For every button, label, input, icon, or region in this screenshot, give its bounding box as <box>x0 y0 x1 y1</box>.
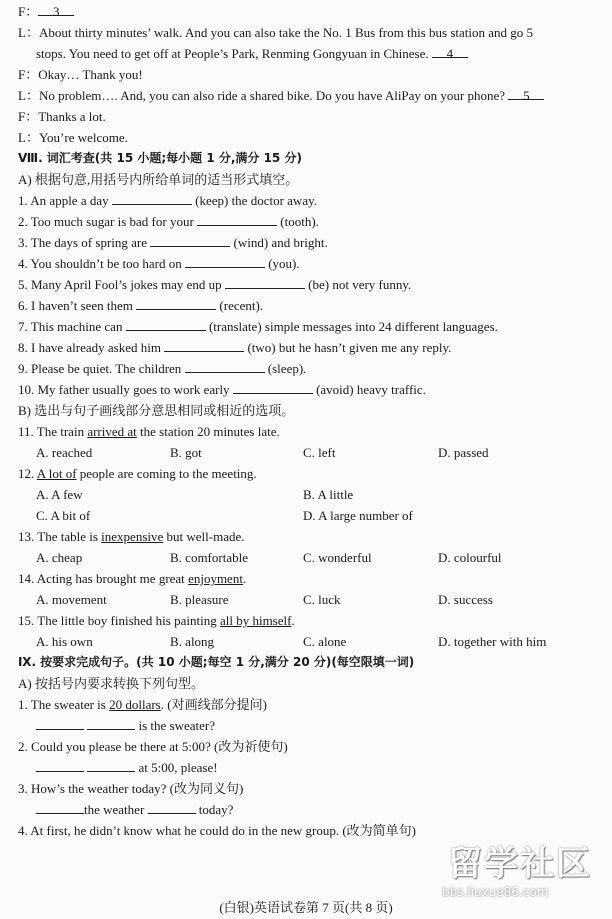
mc-question <box>18 463 257 484</box>
q-text: people are coming to the meeting. <box>76 466 257 481</box>
q-text: 1. The sweater is <box>18 697 110 712</box>
option-b: B. A little <box>303 487 354 502</box>
item-text: 3. The days of spring are <box>18 235 148 250</box>
answer-text: today? <box>198 802 234 817</box>
answer-blank: 3 <box>38 1 74 16</box>
dialogue-line <box>18 1 74 22</box>
line-text: You’re welcome. <box>38 130 128 145</box>
section-8-part-b: B) 选出与句子画线部分意思相同或相近的选项。 <box>18 403 295 418</box>
option-c: C. A bit of <box>36 508 91 523</box>
watermark-url: bbs.liuxue86.com <box>442 885 549 899</box>
q-text: 11. The train <box>18 424 88 439</box>
answer-blank <box>112 190 192 205</box>
dialogue-line <box>18 106 106 127</box>
answer-blank <box>136 295 216 310</box>
fill-in-item <box>18 295 263 316</box>
line-text: Okay… Thank you! <box>38 67 143 82</box>
mc-question <box>18 568 246 589</box>
answer-text: at 5:00, please! <box>138 760 218 775</box>
watermark-logo <box>440 845 605 903</box>
q-text: but well-made. <box>163 529 245 544</box>
speaker: L： <box>18 130 39 145</box>
q-text: 15. The little boy finished his painting <box>18 613 220 628</box>
option-b: B. along <box>170 634 215 649</box>
answer-blank <box>197 211 277 226</box>
option-a: A. movement <box>36 592 107 607</box>
answer-blank <box>87 715 135 730</box>
item-hint: (sleep). <box>267 361 307 376</box>
option-a: A. cheap <box>36 550 83 565</box>
fill-in-item <box>18 379 426 400</box>
answer-blank <box>164 337 244 352</box>
fill-in-item <box>18 190 317 211</box>
option-a: A. his own <box>36 634 93 649</box>
fill-in-item <box>18 253 300 274</box>
option-d: D. colourful <box>438 550 502 565</box>
answer-blank <box>36 799 84 814</box>
answer-line <box>36 715 215 736</box>
q-text: . <box>291 613 295 628</box>
item-text: 4. You shouldn’t be too hard on <box>18 256 182 271</box>
question-4: 4. At first, he didn’t know what he could do in the new group. (改为简单句) <box>18 823 417 838</box>
underlined-phrase: enjoyment <box>188 571 243 586</box>
answer-line <box>36 757 218 778</box>
answer-text: is the sweater? <box>138 718 216 733</box>
fill-in-item <box>18 358 306 379</box>
answer-text: the weather <box>84 802 145 817</box>
item-text: 2. Too much sugar is bad for your <box>18 214 194 229</box>
question-1 <box>18 694 267 715</box>
option-d: D. passed <box>438 445 489 460</box>
item-text: 7. This machine can <box>18 319 123 334</box>
dialogue-line <box>18 85 544 106</box>
section-8-title: Ⅷ. 词汇考查(共 15 小题;每小题 1 分,满分 15 分) <box>18 151 302 165</box>
mc-question <box>18 526 245 547</box>
q-text: 12. <box>18 466 37 481</box>
item-hint: (two) but he hasn’t given me any reply. <box>247 340 452 355</box>
question-3: 3. How’s the weather today? (改为同义句) <box>18 781 244 796</box>
answer-blank: 4 <box>432 43 468 58</box>
answer-blank <box>233 379 313 394</box>
fill-in-item <box>18 337 451 358</box>
underlined-phrase: inexpensive <box>101 529 164 544</box>
line-text: No problem…. And, you can also ride a shared bike. Do you have AliPay on your phone? <box>38 88 506 103</box>
answer-blank <box>36 715 84 730</box>
option-a: A. A few <box>36 487 83 502</box>
page-footer: (白银)英语试卷第 7 页(共 8 页) <box>219 900 393 915</box>
answer-blank <box>185 253 265 268</box>
option-b: B. comfortable <box>170 550 248 565</box>
item-hint: (keep) the doctor away. <box>195 193 317 208</box>
option-c: C. alone <box>303 634 347 649</box>
answer-blank <box>148 799 196 814</box>
option-b: B. got <box>170 445 202 460</box>
underlined-phrase: all by himself <box>219 613 292 628</box>
option-d: D. A large number of <box>303 508 413 523</box>
q-text: . (对画线部分提问) <box>160 697 267 712</box>
item-hint: (you). <box>268 256 300 271</box>
option-c: C. left <box>303 445 336 460</box>
item-text: 9. Please be quiet. The children <box>18 361 182 376</box>
speaker: L： <box>18 25 39 40</box>
option-d: D. together with him <box>438 634 547 649</box>
dialogue-line-cont <box>36 43 468 64</box>
answer-blank <box>126 316 206 331</box>
speaker: L： <box>18 88 39 103</box>
watermark-text: 留学社区 <box>448 844 592 884</box>
fill-in-item <box>18 316 498 337</box>
item-hint: (translate) simple messages into 24 different languages. <box>208 319 498 334</box>
answer-blank <box>225 274 305 289</box>
mc-question <box>18 421 280 442</box>
q-text: . <box>242 571 247 586</box>
item-hint: (avoid) heavy traffic. <box>316 382 426 397</box>
speaker: F： <box>18 109 39 124</box>
item-text: 1. An apple a day <box>18 193 109 208</box>
option-d: D. success <box>438 592 493 607</box>
speaker: F： <box>18 4 39 19</box>
option-c: C. wonderful <box>303 550 372 565</box>
option-a: A. reached <box>36 445 93 460</box>
speaker: F： <box>18 67 39 82</box>
item-text: 10. My father usually goes to work early <box>18 382 230 397</box>
item-text: 6. I haven’t seen them <box>18 298 133 313</box>
answer-blank <box>150 232 230 247</box>
question-2: 2. Could you please be there at 5:00? (改为祈使句) <box>18 739 288 754</box>
item-text: 8. I have already asked him <box>18 340 161 355</box>
underlined-phrase: 20 dollars <box>109 697 161 712</box>
dialogue-line <box>18 22 533 43</box>
underlined-phrase: arrived at <box>87 424 137 439</box>
line-text: Thanks a lot. <box>38 109 106 124</box>
line-text: stops. You need to get off at People’s Park, Renming Gongyuan in Chinese. <box>36 46 429 61</box>
fill-in-item <box>18 274 411 295</box>
answer-blank <box>36 757 84 772</box>
q-text: the station 20 minutes late. <box>136 424 280 439</box>
answer-line <box>36 799 233 820</box>
mc-question <box>18 610 295 631</box>
dialogue-line <box>18 64 143 85</box>
item-hint: (recent). <box>219 298 264 313</box>
dialogue-line <box>18 127 128 148</box>
fill-in-item <box>18 211 319 232</box>
line-text: About thirty minutes’ walk. And you can also take the No. 1 Bus from this bus station and go 5 <box>38 25 534 40</box>
section-9-part-a: A) 按括号内要求转换下列句型。 <box>18 676 204 691</box>
section-8-part-a: A) 根据句意,用括号内所给单词的适当形式填空。 <box>18 172 299 187</box>
answer-blank <box>87 757 135 772</box>
underlined-phrase: A lot of <box>36 466 77 481</box>
item-text: 5. Many April Fool’s jokes may end up <box>18 277 222 292</box>
answer-blank: 5 <box>508 85 544 100</box>
fill-in-item <box>18 232 328 253</box>
item-hint: (tooth). <box>280 214 319 229</box>
section-9-title: Ⅸ. 按要求完成句子。(共 10 小题;每空 1 分,满分 20 分)(每空限填一词) <box>18 655 415 669</box>
answer-blank <box>185 358 265 373</box>
item-hint: (wind) and bright. <box>233 235 328 250</box>
q-text: 13. The table is <box>18 529 102 544</box>
option-b: B. pleasure <box>170 592 229 607</box>
q-text: 14. Acting has brought me great <box>18 571 189 586</box>
item-hint: (be) not very funny. <box>308 277 412 292</box>
option-c: C. luck <box>303 592 341 607</box>
